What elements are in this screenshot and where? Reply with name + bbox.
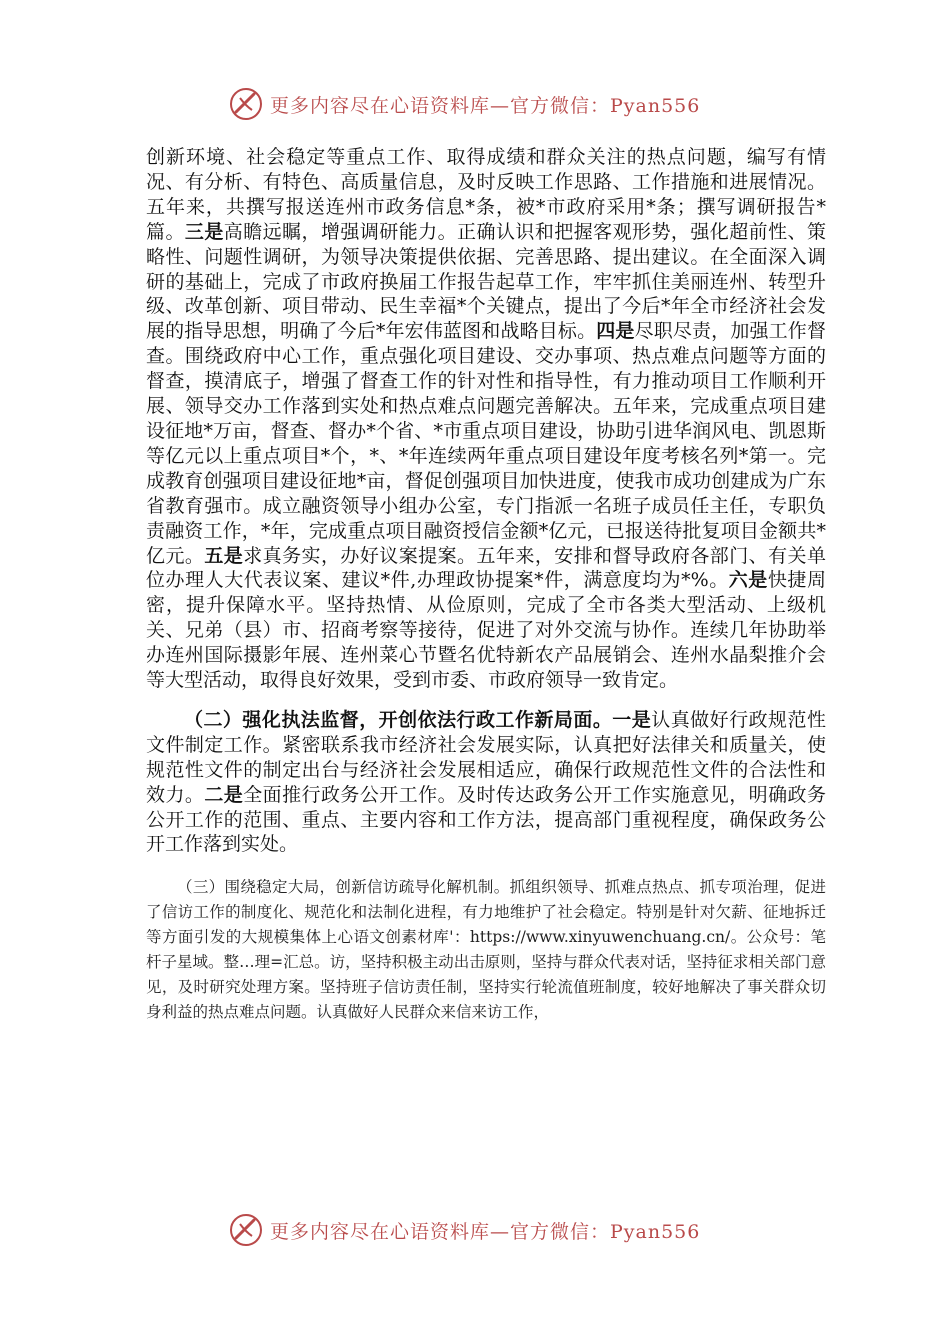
text-run: 求真务实，办好议案提案。五年来，安排和督导政府各部门、有关单位办理人大代表议案、建议*件,办理政协提案*件，满意度均为*%。: [146, 544, 826, 592]
paragraph-1: [146, 145, 826, 693]
bold-marker: 五是: [204, 544, 244, 567]
brand-logo-icon: [228, 1212, 264, 1248]
brand-logo-icon: [228, 86, 264, 122]
watermark-text: 更多内容尽在心语资料库—官方微信：Pyan556: [270, 94, 701, 117]
bold-marker: 四是: [596, 320, 635, 343]
paragraph-2: [146, 708, 826, 857]
text-run: 创新环境、社会稳定等重点工作、取得成绩和群众关注的热点问题，编写有情况、有分析、有特色、高质量信息，及时反映工作思路、工作措施和进展情况。五年来，共撰写报送连州市政务信息*条，被*市政府采用*条；撰写调研报告*篇。: [146, 146, 826, 243]
document-body: [146, 145, 826, 1025]
watermark-banner-top: [228, 84, 728, 124]
text-run: 尽职尽责，加强工作督查。围绕政府中心工作，重点强化项目建设、交办事项、热点难点问题等方面的督查，摸清底子，增强了督查工作的针对性和指导性，有力推动项目工作顺利开展、领导交办工作落到实处和热点难点问题完善解决。五年来，完成重点项目建设征地*万亩，督查、督办*个省、*市重点项目建设，协助引进华润风电、凯恩斯等亿元以上重点项目*个，*、*年连续两年重点项目建设年度考核名列*第一。完成教育创强项目建设征地*亩，督促创强项目加快进度，使我市成功创建成为广东省教育强市。成立融资领导小组办公室，专门指派一名班子成员任主任，专职负责融资工作，*年，完成重点项目融资授信金额*亿元，已报送待批复项目金额共*亿元。: [146, 320, 826, 567]
text-run: 高瞻远瞩，增强调研能力。正确认识和把握客观形势，强化超前性、策略性、问题性调研，为领导决策提供依据、完善思路、提出建议。在全面深入调研的基础上，完成了市政府换届工作报告起草工作，牢牢抓住美丽连州、转型升级、改革创新、项目带动、民生幸福*个关键点，提出了今后*年全市经济社会发展的指导思想，明确了今后*年宏伟蓝图和战略目标。: [146, 220, 826, 343]
bold-marker: 一是: [612, 708, 652, 731]
text-run: 全面推行政务公开工作。及时传达政务公开工作实施意见，明确政务公开工作的范围、重点、主要内容和工作方法，提高部门重视程度，确保政务公开工作落到实处。: [146, 783, 826, 856]
watermark-banner-bottom: [228, 1210, 728, 1250]
text-run: 快捷周密，提升保障水平。坚持热情、从俭原则，完成了全市各类大型活动、上级机关、兄弟（县）市、招商考察等接待，促进了对外交流与协作。连续几年协助举办连州国际摄影年展、连州菜心节暨名优特新农产品展销会、连州水晶梨推介会等大型活动，取得良好效果，受到市委、市政府领导一致肯定。: [146, 569, 826, 692]
paragraph-3: （三）围绕稳定大局，创新信访疏导化解机制。抓组织领导、抓难点热点、抓专项治理，促进了信访工作的制度化、规范化和法制化进程，有力地维护了社会稳定。特别是针对欠薪、征地拆迁等方面引发的大规模集体上心语文创素材库'：https://www.xinyuwenchuang.cn/。公众号：笔杆子星域。整…理=汇总。访，坚持积极主动出击原则，坚持与群众代表对话，坚持征求相关部门意见，及时研究处理方案。坚持班子信访责任制，坚持实行轮流值班制度，较好地解决了事关群众切身利益的热点难点问题。认真做好人民群众来信来访工作，: [146, 878, 826, 1022]
section-heading: （二）强化执法监督，开创依法行政工作新局面。: [184, 708, 613, 731]
bold-marker: 二是: [204, 783, 244, 806]
text-run: 认真做好行政规范性文件制定工作。紧密联系我市经济社会发展实际，认真把好法律关和质量关，使规范性文件的制定出台与经济社会发展相适应，确保行政规范性文件的合法性和效力。: [146, 708, 826, 806]
watermark-text: 更多内容尽在心语资料库—官方微信：Pyan556: [270, 1220, 701, 1243]
bold-marker: 六是: [728, 569, 768, 592]
bold-marker: 三是: [184, 220, 224, 243]
